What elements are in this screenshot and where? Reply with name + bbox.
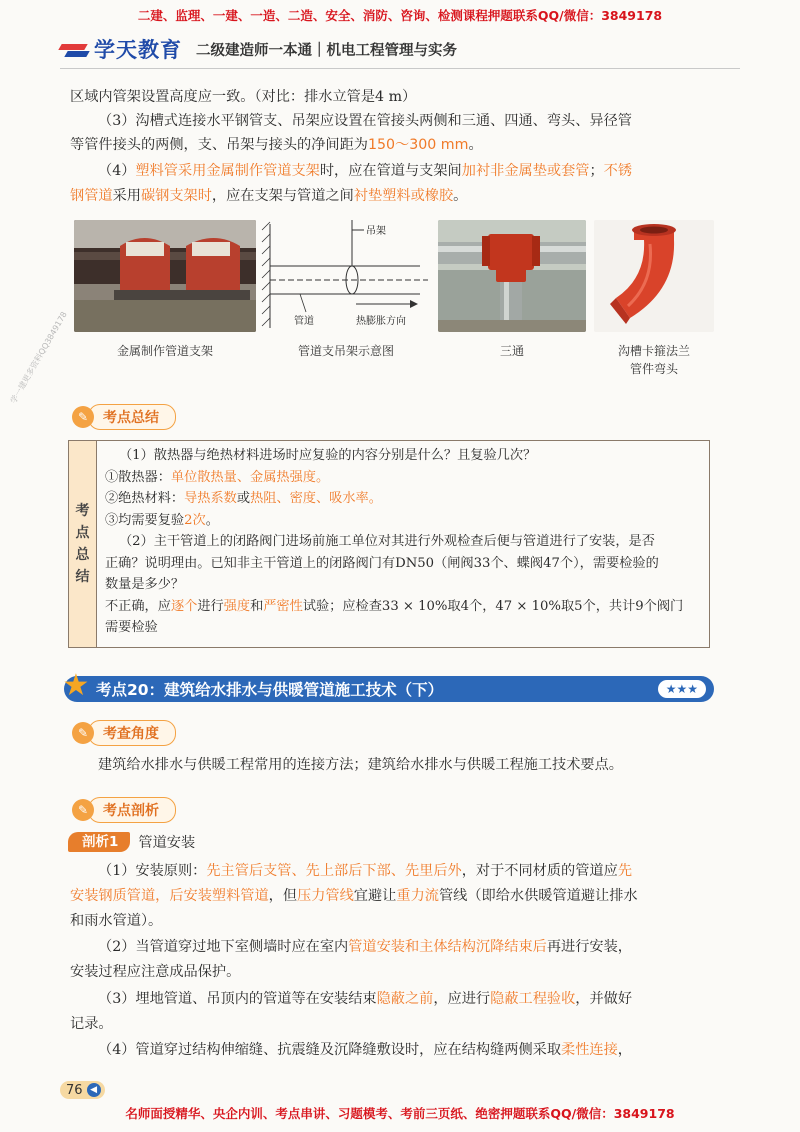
summary-body [97, 441, 709, 647]
summary-answer-2: ②绝热材料：导热系数或热阻、密度、吸水率。 [105, 491, 382, 506]
elbow-photo [594, 220, 714, 332]
analysis-p1-line2: 安装钢质管道，后安装塑料管道，但压力管线宜避让重力流管线（即给水供暖管道避让排水 [70, 888, 638, 904]
analysis-p1-line3: 和雨水管道）。 [70, 913, 163, 929]
highlight-text: 150～300 mm [367, 137, 469, 153]
summary-side-label: 考 点 总 结 [69, 441, 97, 647]
analysis-p1-line1: （1）安装原则：先主管后支管、先上部后下部、先里后外，对于不同材质的管道应先 [98, 863, 633, 879]
summary-heading: ✎ 考点总结 [72, 404, 176, 430]
bottom-promo-banner: 名师面授精华、央企内训、考点串讲、习题模考、考前三页纸、绝密押题联系QQ/微信：3849178 [125, 1106, 675, 1121]
pen-icon: ✎ [72, 722, 94, 744]
analysis-tag-label: 剖析1 [68, 832, 130, 852]
topic-title: 考点20：建筑给水排水与供暖管道施工技术（下） [96, 681, 444, 699]
topic-banner [62, 668, 714, 703]
figure-row [74, 220, 714, 380]
summary-question-2c: 数量是多少？ [105, 577, 185, 592]
arrow-left-icon: ◀ [87, 1083, 101, 1097]
analysis-tag-title: 管道安装 [138, 835, 196, 851]
figure-caption: 三通 [499, 344, 524, 358]
analysis-p4-line1: （4）管道穿过结构伸缩缝、抗震缝及沉降缝敷设时，应在结构缝两侧采取柔性连接， [98, 1042, 632, 1058]
summary-question-2: （2）主干管道上的闭路阀门进场前施工单位对其进行外观检查后便与管道进行了安装，是否 [119, 534, 655, 549]
page-number: 76 ◀ [60, 1081, 105, 1099]
figure-tee [438, 220, 586, 360]
figure-metal-support [74, 220, 256, 360]
summary-question-2b: 正确？说明理由。已知非主干管道上的闭路阀门有DN50（闸阀33个、蝶阀47个），需要检验的 [105, 555, 659, 571]
summary-answer-4b: 需要检验 [105, 620, 158, 635]
logo-mark-icon [60, 38, 90, 60]
summary-answer-3: ③均需要复验2次。 [105, 512, 219, 528]
analysis-p3-line2: 记录。 [70, 1016, 113, 1032]
lock-icon: ✎ [72, 799, 94, 821]
paragraph-item3-line1: （3）沟槽式连接水平钢管支、吊架应设置在管接头两侧和三通、四通、弯头、异径管 [98, 113, 632, 129]
star-icon: ★ [62, 668, 90, 703]
summary-box [68, 440, 710, 648]
figure-caption: 金属制作管道支架 [116, 344, 213, 358]
logo-text: 学天教育 [94, 38, 182, 62]
header-divider [60, 68, 740, 69]
analysis-subheading [68, 832, 195, 852]
angle-text: 建筑给水排水与供暖工程常用的连接方法；建筑给水排水与供暖工程施工技术要点。 [98, 757, 623, 773]
paragraph-item4-line2: 钢管道采用碳钢支架时，应在支架与管道之间衬垫塑料或橡胶。 [70, 188, 468, 204]
logo [60, 34, 182, 64]
figure-hanger-diagram [260, 220, 432, 360]
paragraph-item3-line2: 等管件接头的两侧，支、吊架与接头的净间距为150～300 mm。 [70, 137, 483, 153]
side-watermark: 学一建更多资料QQ3849178 [8, 310, 69, 405]
hanger-label: 吊架 [366, 226, 386, 237]
paragraph-item4-line1: （4）塑料管采用金属制作管道支架时，应在管道与支架间加衬非金属垫或套管；不锈 [98, 163, 633, 179]
paragraph-intro: 区域内管架设置高度应一致。（对比：排水立管是4 m） [70, 89, 417, 105]
summary-question-1: （1）散热器与绝热材料进场时应复验的内容分别是什么？且复验几次？ [119, 448, 537, 463]
figure-caption: 管道支吊架示意图 [297, 344, 394, 358]
pipe-label: 管道 [294, 316, 314, 327]
tee-photo [438, 220, 586, 332]
lightbulb-icon: ✎ [72, 406, 94, 428]
top-promo-banner: 二建、监理、一建、一造、二造、安全、消防、咨询、检测课程押题联系QQ/微信：3849178 [137, 8, 663, 23]
analysis-p2-line2: 安装过程应注意成品保护。 [70, 964, 241, 980]
hanger-diagram [260, 220, 432, 332]
analysis-heading: ✎ 考点剖析 [72, 797, 176, 823]
book-title: 二级建造师一本通｜机电工程管理与实务 [196, 42, 457, 59]
analysis-p3-line1: （3）埋地管道、吊顶内的管道等在安装结束隐蔽之前，应进行隐蔽工程验收，并做好 [98, 991, 633, 1007]
summary-answer-1: ①散热器：单位散热量、金属热强度。 [105, 469, 330, 485]
angle-heading: ✎ 考查角度 [72, 720, 176, 746]
direction-label: 热膨胀方向 [356, 316, 406, 327]
difficulty-rating: ★★★ [658, 680, 706, 698]
page-header [60, 34, 760, 64]
summary-answer-4: 不正确，应逐个进行强度和严密性试验；应检查33 × 10%取4个，47 × 10%取5个，共计9个阀门 [105, 598, 684, 614]
figure-elbow [594, 220, 714, 378]
analysis-p2-line1: （2）当管道穿过地下室侧墙时应在室内管道安装和主体结构沉降结束后再进行安装， [98, 939, 632, 955]
figure-caption: 沟槽卡箍法兰 管件弯头 [617, 344, 690, 376]
metal-support-photo [74, 220, 256, 332]
